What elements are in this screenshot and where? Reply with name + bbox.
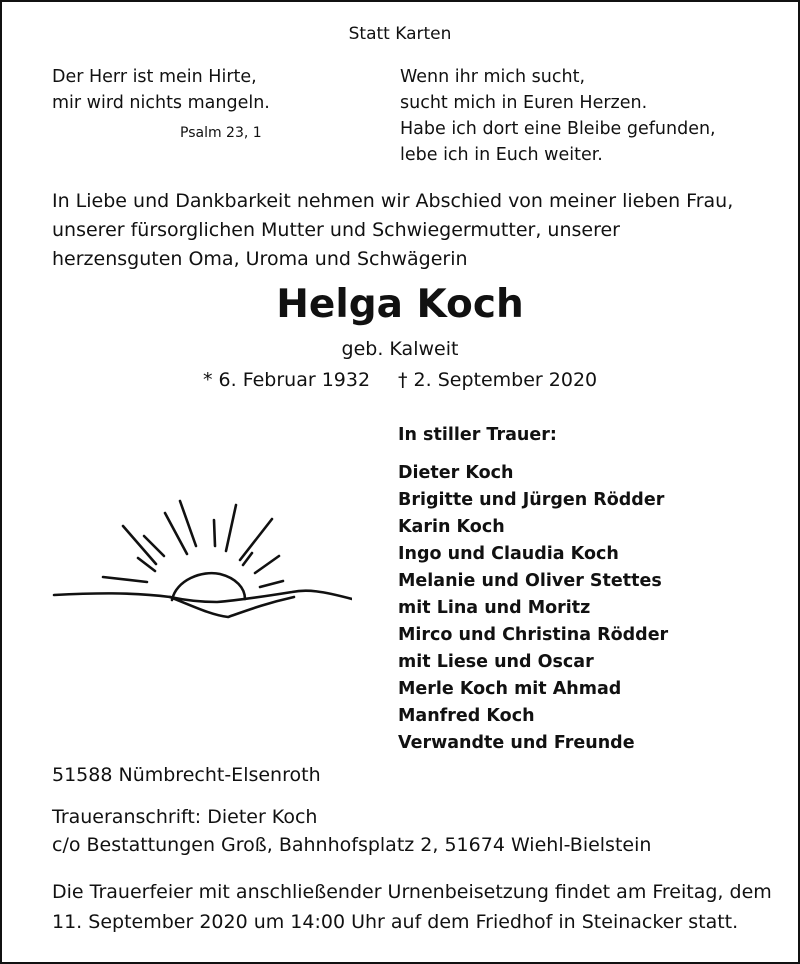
maiden-name: geb. Kalweit [341,338,459,360]
mourning-title: In stiller Trauer: [398,425,557,445]
mourner-item: Ingo und Claudia Koch [398,544,619,564]
mourner-item: Mirco und Christina Rödder [398,625,669,645]
verse-right-line: sucht mich in Euren Herzen. [400,93,648,113]
place-line: 51588 Nümbrecht-Elsenroth [52,764,321,786]
deceased-name: Helga Koch [276,282,524,327]
verse-right-line: Habe ich dort eine Bleibe gefunden, [400,119,716,139]
address-line: c/o Bestattungen Groß, Bahnhofsplatz 2, 51674 Wiehl-Bielstein [52,834,652,856]
mourner-item: mit Liese und Oscar [398,652,594,672]
mourner-item: Verwandte und Freunde [398,733,635,753]
verse-right [400,64,716,168]
birth-date: * 6. Februar 1932 [203,369,371,391]
mourner-item: mit Lina und Moritz [398,598,591,618]
mourner-item: Merle Koch mit Ahmad [398,679,622,699]
verse-right-line: lebe ich in Euch weiter. [400,145,603,165]
sunset-icon [52,496,352,626]
mourner-item: Manfred Koch [398,706,535,726]
mourner-item: Brigitte und Jürgen Rödder [398,490,665,510]
header-text: Statt Karten [348,24,452,44]
ceremony-text: Die Trauerfeier mit anschließender Urnenbeisetzung findet am Freitag, dem 11. September 2020 um 14:00 Uhr auf dem Friedhof in Steinacker statt. [52,881,772,933]
mourner-item: Dieter Koch [398,463,514,483]
psalm-reference: Psalm 23, 1 [180,125,262,141]
mourners-list [398,460,668,757]
mourner-item: Melanie und Oliver Stettes [398,571,662,591]
verse-left-line: Der Herr ist mein Hirte, [52,67,257,87]
death-date: † 2. September 2020 [398,369,598,391]
address-line: Traueranschrift: Dieter Koch [52,806,318,828]
verse-left-line: mir wird nichts mangeln. [52,93,270,113]
verse-right-line: Wenn ihr mich sucht, [400,67,586,87]
verse-left [52,64,270,116]
mourner-item: Karin Koch [398,517,505,537]
intro-text: In Liebe und Dankbarkeit nehmen wir Abschied von meiner lieben Frau, unserer fürsorglichen Mutter und Schwiegermutter, unserer herzensguten Oma, Uroma und Schwägerin [52,190,734,270]
